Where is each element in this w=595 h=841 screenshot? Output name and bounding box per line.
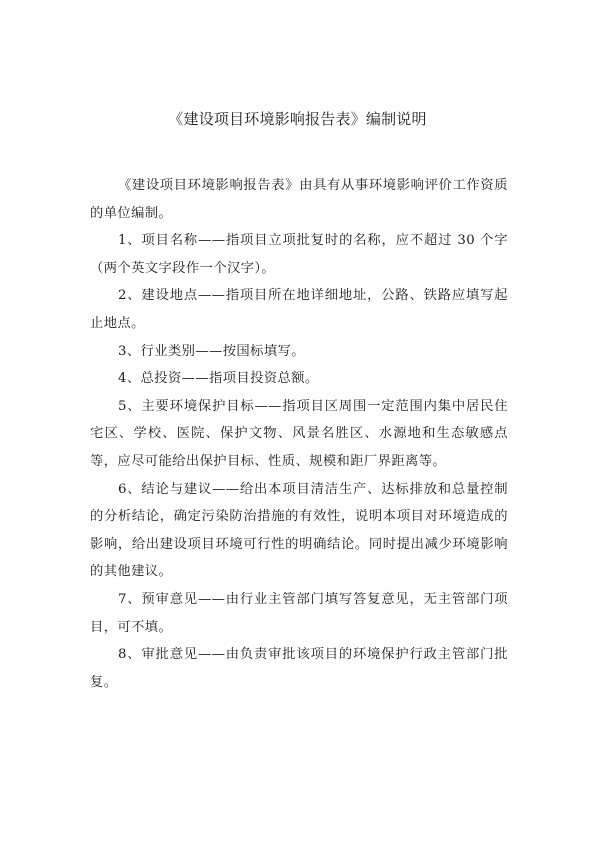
item-construction-site: 2、建设地点——指项目所在地详细地址，公路、铁路应填写起止地点。	[90, 288, 508, 331]
document-title: 《建设项目环境影响报告表》编制说明	[168, 110, 427, 128]
item-protection-targets: 5、主要环境保护目标——指项目区周围一定范围内集中居民住宅区、学校、医院、保护文物、风景名胜区、水源地和生态敏感点等，应尽可能给出保护目标、性质、规模和距厂界距离等。	[90, 398, 508, 469]
item-pre-review: 7、预审意见——由行业主管部门填写答复意见，无主管部门项目，可不填。	[90, 591, 508, 635]
item-project-name: 1、项目名称——指项目立项批复时的名称，应不超过 30 个字（两个英文字段作一个汉字）。	[90, 233, 508, 276]
item-conclusions: 6、结论与建议——给出本项目清洁生产、达标排放和总量控制的分析结论，确定污染防治措施的有效性，说明本项目对环境造成的影响，给出建设项目环境可行性的明确结论。同时提出减少环境影响的其他建议。	[90, 481, 508, 580]
intro-paragraph: 《建设项目环境影响报告表》由具有从事环境影响评价工作资质的单位编制。	[90, 178, 508, 221]
item-industry-category: 3、行业类别——按国标填写。	[118, 343, 305, 359]
item-approval: 8、审批意见——由负责审批该项目的环境保护行政主管部门批复。	[90, 647, 508, 690]
document-body	[90, 172, 508, 696]
item-total-investment: 4、总投资——指项目投资总额。	[118, 371, 319, 387]
